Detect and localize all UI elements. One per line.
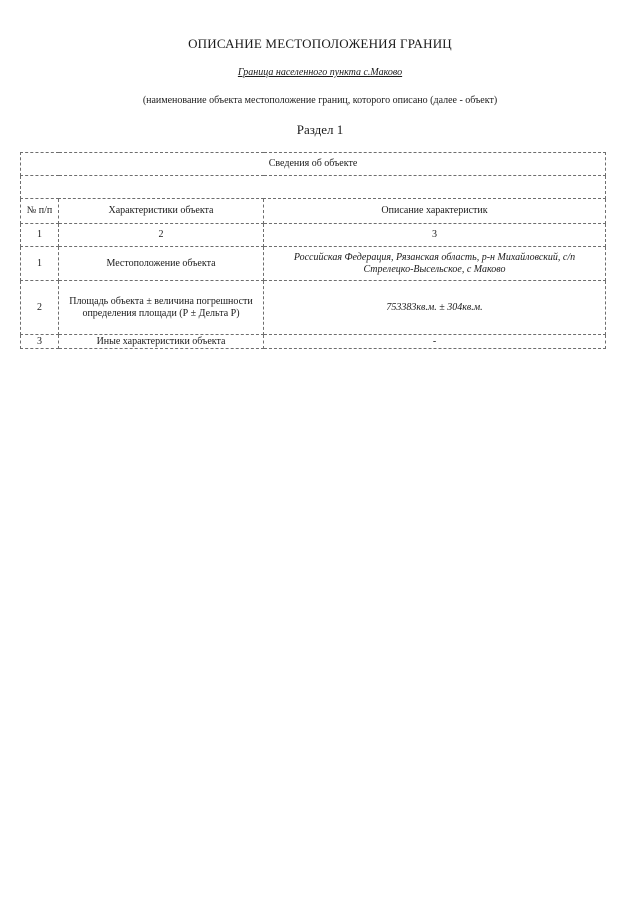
column-number: 3 [264,224,606,247]
section-heading: Раздел 1 [296,122,344,137]
table-row [21,247,606,281]
column-number: 1 [21,224,59,247]
header-characteristic: Характеристики объекта [59,199,264,224]
row-num: 1 [21,247,59,281]
row-description: 753383кв.м. ± 304кв.м. [264,281,606,335]
table-empty-row [21,176,606,199]
header-num: № п/п [21,199,59,224]
table-title-row [21,153,606,176]
row-num: 2 [21,281,59,335]
object-name-caption: (наименование объекта местоположение границ, которого описано (далее - объект) [142,95,498,106]
table-empty-cell [21,176,606,199]
row-num: 3 [21,335,59,349]
table-row [21,281,606,335]
row-characteristic: Иные характеристики объекта [59,335,264,349]
row-characteristic: Местоположение объекта [59,247,264,281]
header-description: Описание характеристик [264,199,606,224]
table-column-numbers-row [21,224,606,247]
object-info-table [20,152,606,349]
row-characteristic: Площадь объекта ± величина погрешности определения площади (Р ± Дельта Р) [59,281,264,335]
row-description: - [264,335,606,349]
column-number: 2 [59,224,264,247]
object-name [0,67,640,78]
document-title: ОПИСАНИЕ МЕСТОПОЛОЖЕНИЯ ГРАНИЦ [188,36,452,51]
table-title: Сведения об объекте [21,153,606,176]
table-header-row [21,199,606,224]
row-description: Российская Федерация, Рязанская область, р-н Михайловский, с/п Стрелецко-Высельское, с Маково [264,247,606,281]
table-row [21,335,606,349]
object-name-text: Граница населенного пункта с.Маково [237,67,403,78]
